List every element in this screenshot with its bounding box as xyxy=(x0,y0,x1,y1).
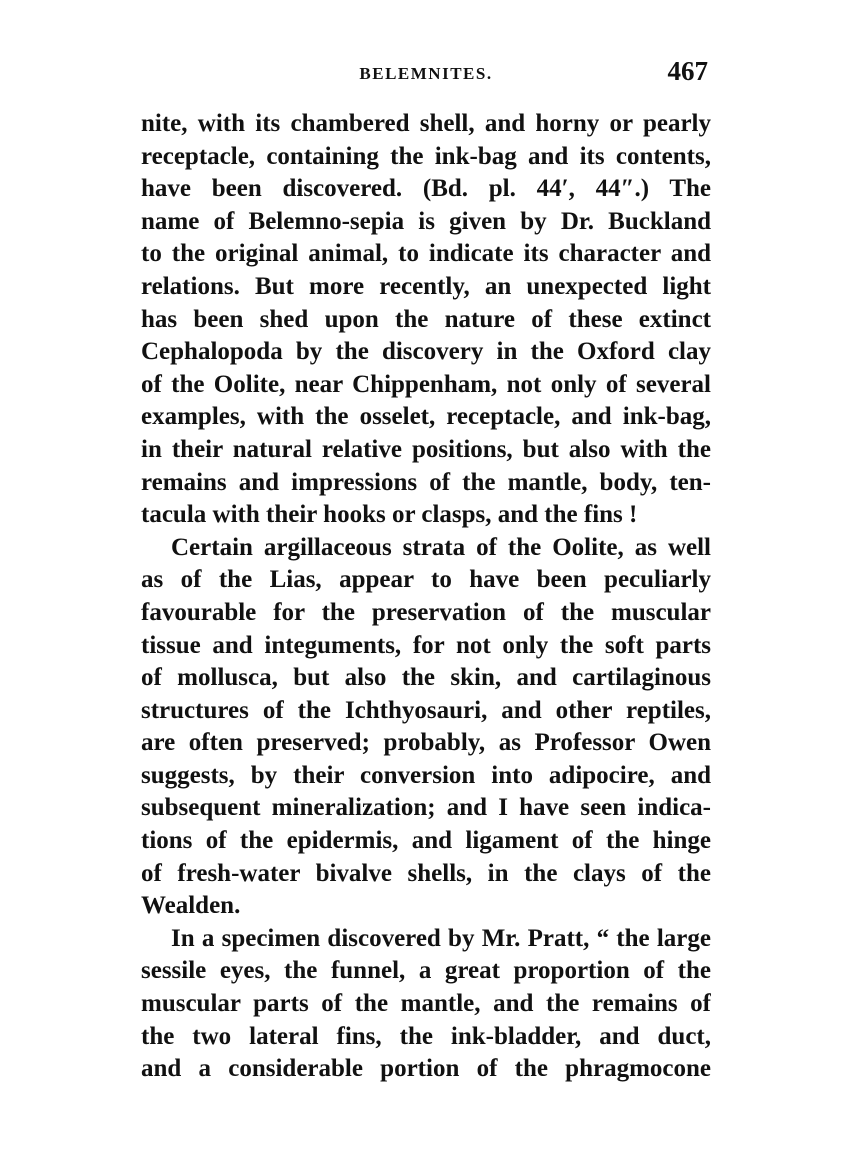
text-line: examples, with the osselet, receptacle, and ink-bag, xyxy=(141,403,711,431)
text-line: of fresh-water bivalve shells, in the clays of the xyxy=(141,859,711,887)
text-line: favourable for the preservation of the muscular xyxy=(141,598,711,626)
text-line: Certain argillaceous strata of the Oolite, as well xyxy=(171,533,711,561)
text-line: tacula with their hooks or clasps, and the fins ! xyxy=(141,501,638,529)
text-line: the two lateral fins, the ink-bladder, and duct, xyxy=(141,1022,711,1050)
text-line: suggests, by their conversion into adipocire, and xyxy=(141,761,711,789)
text-line: has been shed upon the nature of these extinct xyxy=(141,305,711,333)
text-line: remains and impressions of the mantle, body, ten- xyxy=(141,468,711,496)
text-line: in their natural relative positions, but also with the xyxy=(141,435,711,463)
text-line: Cephalopoda by the discovery in the Oxford clay xyxy=(141,338,711,366)
text-line: nite, with its chambered shell, and horny or pearly xyxy=(141,110,711,137)
text-line: relations. But more recently, an unexpected light xyxy=(141,272,711,300)
text-line: In a specimen discovered by Mr. Pratt, “ the large xyxy=(171,924,711,952)
text-line: are often preserved; probably, as Professor Owen xyxy=(141,729,711,757)
text-line: muscular parts of the mantle, and the remains of xyxy=(141,990,711,1018)
text-line: name of Belemno-sepia is given by Dr. Buckland xyxy=(141,207,711,235)
text-line: have been discovered. (Bd. pl. 44′, 44″.) The xyxy=(141,175,711,203)
text-line: to the original animal, to indicate its character and xyxy=(141,240,711,268)
body-text xyxy=(141,108,711,1086)
page-number: 467 xyxy=(667,56,708,86)
text-line: Wealden. xyxy=(141,892,241,920)
text-line: tions of the epidermis, and ligament of the hinge xyxy=(141,827,711,855)
text-line: subsequent mineralization; and I have seen indica- xyxy=(141,794,711,822)
running-head xyxy=(140,56,712,96)
text-line: of mollusca, but also the skin, and cartilaginous xyxy=(141,664,711,692)
text-line: sessile eyes, the funnel, a great proportion of the xyxy=(141,957,711,985)
text-line: of the Oolite, near Chippenham, not only of several xyxy=(141,370,711,398)
text-line: and a considerable portion of the phragmocone xyxy=(141,1055,711,1083)
text-line: receptacle, containing the ink-bag and its contents, xyxy=(141,142,711,170)
text-line: structures of the Ichthyosauri, and other reptiles, xyxy=(141,696,711,724)
text-line: tissue and integuments, for not only the soft parts xyxy=(141,631,711,659)
running-title: BELEMNITES. xyxy=(359,64,493,83)
text-line: as of the Lias, appear to have been peculiarly xyxy=(141,566,711,594)
